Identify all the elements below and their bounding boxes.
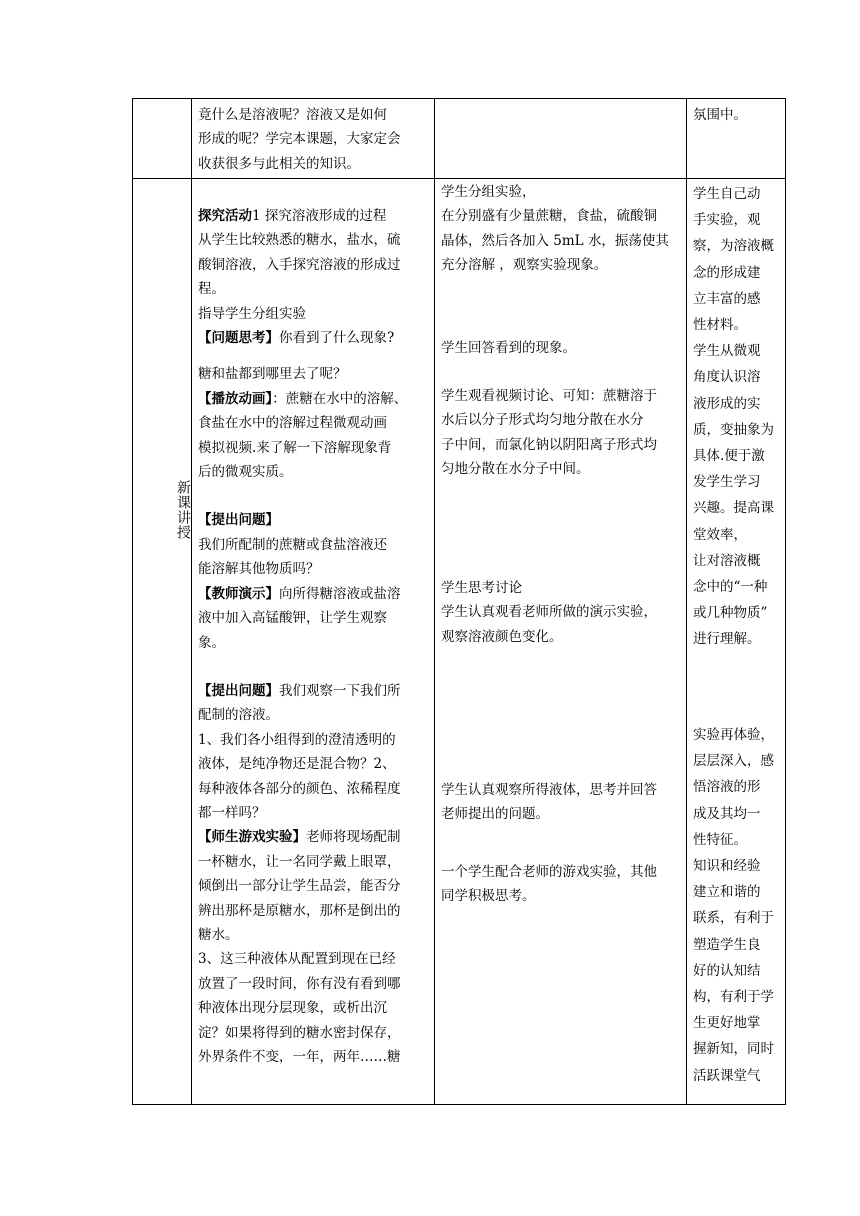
blank-line	[198, 484, 434, 508]
text-line: 念的形成建	[693, 264, 761, 281]
text-line: 实验再体验，	[693, 727, 774, 743]
text-line: 或几种物质”	[693, 605, 768, 622]
text-line	[198, 326, 434, 350]
text-line: 在分别盛有少量蔗糖，食盐，硫酸铜	[441, 208, 657, 225]
text-line: 察，为溶液概	[693, 238, 774, 255]
column-divider-2	[434, 98, 435, 1105]
student-activity-cell	[441, 180, 685, 278]
text-line: 倾倒出一部分让学生品尝，能否分	[198, 878, 401, 895]
text-line: 质，变抽象为	[693, 421, 774, 438]
design-intent-cell	[693, 181, 785, 653]
bold-heading: 【提出问题】	[198, 512, 279, 529]
text-line: 都一样吗？	[198, 804, 266, 821]
bold-heading: 探究活动	[198, 208, 252, 224]
text-line: 氛围中。	[693, 107, 747, 123]
text-line: 一个学生配合老师的游戏实验，其他	[441, 864, 657, 880]
text-line: 塑造学生良	[693, 936, 761, 953]
text-line: 学生从微观	[693, 343, 761, 360]
text-line: 程。	[198, 281, 225, 298]
text-line: 外界条件不变，一年，两年……糖	[198, 1049, 401, 1065]
text-line: 性材料。	[693, 317, 747, 334]
text-line: 充分溶解 ，观察实验现象。	[441, 257, 608, 274]
text-line: 食盐在水中的溶解过程微观动画	[198, 415, 387, 432]
text-line: 性特征。	[693, 831, 747, 848]
student-activity-cell	[441, 860, 685, 909]
text-line	[198, 204, 434, 228]
text-line: 好的认知结	[693, 962, 761, 979]
text-line: 成及其均一	[693, 805, 761, 822]
row-divider	[132, 178, 786, 179]
text-line: 联系，有利于	[693, 910, 774, 927]
text-line: 同学积极思考。	[441, 888, 536, 905]
blank-line	[198, 350, 434, 362]
table-border-bottom	[132, 1104, 786, 1105]
column-divider-1	[191, 98, 192, 1105]
text-line: 匀地分散在水分子中间。	[441, 461, 590, 478]
bold-heading: 【师生游戏实验】	[198, 829, 306, 846]
text-span: ：蔗糖在水中的溶解、	[272, 390, 408, 407]
text-line: 具体.便于激	[693, 448, 765, 465]
text-line: 3、这三种液体从配置到现在已经	[198, 951, 396, 968]
text-line: 水后以分子形式均匀地分散在水分	[441, 412, 644, 429]
text-line: 让对溶液概	[693, 552, 761, 569]
design-intent-cell	[693, 722, 785, 1089]
row1-teacher-cell	[198, 103, 432, 176]
student-activity-cell	[441, 576, 685, 649]
teacher-activity-cell	[198, 204, 434, 1069]
text-line: 老师提出的问题。	[441, 806, 549, 823]
text-line: 从学生比较熟悉的糖水，盐水，硫	[198, 232, 401, 249]
text-span: 我们观察一下我们所	[279, 682, 401, 699]
text-line: 1、我们各小组得到的澄清透明的	[198, 731, 396, 748]
text-line: 种液体出现分层现象，或析出沉	[198, 1000, 387, 1017]
text-span: 向所得糖溶液或盐溶	[279, 585, 401, 602]
text-line: 每种液体各部分的颜色、浓稀程度	[198, 780, 401, 797]
text-line: 配制的溶液。	[198, 707, 279, 724]
text-span: 1 探究溶液形成的过程	[252, 208, 387, 224]
text-line: 手实验，观	[693, 212, 761, 229]
text-line: 液形成的实	[693, 395, 761, 412]
table-border-top	[132, 98, 786, 99]
text-line: 象。	[198, 634, 225, 651]
text-line: 糖水。	[198, 926, 239, 943]
text-line: 形成的呢？学完本课题，大家定会	[198, 131, 401, 148]
text-line: 子中间，而氯化钠以阴阳离子形式均	[441, 436, 657, 453]
student-activity-cell	[441, 778, 685, 827]
text-span: 你看到了什么现象?	[279, 330, 395, 347]
text-line: 立丰富的感	[693, 290, 761, 307]
text-line: 堂效率，	[693, 526, 747, 543]
text-line: 知识和经验	[693, 858, 761, 875]
row1-design-cell	[693, 103, 783, 127]
text-line: 观察溶液颜色变化。	[441, 628, 563, 645]
text-line: 一杯糖水，让一名同学戴上眼罩，	[198, 853, 401, 870]
text-line: 角度认识溶	[693, 369, 761, 386]
text-line: 学生认真观看老师所做的演示实验，	[441, 604, 657, 621]
section-label: 新课讲授	[175, 480, 191, 540]
bold-heading: 【播放动画】	[198, 390, 273, 407]
text-line: 糖和盐都到哪里去了呢？	[198, 366, 347, 383]
text-line: 学生自己动	[693, 186, 761, 202]
text-line	[198, 825, 434, 849]
text-line: 层层深入，感	[693, 753, 774, 770]
blank-line	[198, 655, 434, 679]
text-span: 老师将现场配制	[306, 829, 401, 846]
text-line: 晶体，然后各加入 5mL 水，振荡使其	[441, 232, 669, 249]
text-line: 构，有利于学	[693, 989, 774, 1006]
text-line: 生更好地掌	[693, 1015, 761, 1032]
table-border-left	[132, 98, 133, 1105]
bold-heading: 【教师演示】	[198, 585, 279, 602]
text-line	[198, 387, 434, 411]
text-line: 能溶解其他物质吗？	[198, 561, 320, 578]
text-line: 学生分组实验，	[441, 184, 536, 200]
column-divider-3	[686, 98, 687, 1105]
text-line: 悟溶液的形	[693, 779, 761, 796]
bold-heading: 【提出问题】	[198, 682, 279, 699]
text-line: 后的微观实质。	[198, 464, 293, 481]
text-line: 竟什么是溶液呢？溶液又是如何	[198, 107, 387, 123]
student-activity-cell	[441, 384, 685, 482]
text-line: 握新知，同时	[693, 1041, 774, 1058]
text-line: 收获很多与此相关的知识。	[198, 155, 360, 172]
text-line: 模拟视频.来了解一下溶解现象背	[198, 439, 392, 456]
text-line	[198, 508, 434, 532]
text-line: 兴趣。提高课	[693, 500, 774, 517]
text-line: 辨出那杯是原糖水，那杯是倒出的	[198, 902, 401, 919]
text-line: 发学生学习	[693, 474, 761, 491]
text-line: 学生回答看到的现象。	[441, 340, 576, 356]
student-activity-cell	[441, 336, 685, 360]
text-line: 进行理解。	[693, 631, 761, 648]
text-line	[198, 582, 434, 606]
text-line: 液体，是纯净物还是混合物？2、	[198, 756, 396, 773]
text-line: 建立和谐的	[693, 884, 761, 901]
bold-heading: 【问题思考】	[198, 330, 279, 347]
text-line: 念中的“一种	[693, 579, 768, 596]
text-line: 学生观看视频讨论、可知：蔗糖溶于	[441, 388, 657, 404]
text-line	[198, 679, 434, 703]
text-line: 酸铜溶液，入手探究溶液的形成过	[198, 256, 401, 273]
text-line: 液中加入高锰酸钾，让学生观察	[198, 610, 387, 627]
text-line: 学生认真观察所得液体，思考并回答	[441, 782, 657, 798]
text-line: 放置了一段时间，你有没有看到哪	[198, 975, 401, 992]
text-line: 指导学生分组实验	[198, 305, 306, 322]
text-line: 活跃课堂气	[693, 1067, 761, 1084]
table-border-right	[785, 98, 786, 1105]
text-line: 淀？如果将得到的糖水密封保存，	[198, 1024, 401, 1041]
text-line: 学生思考讨论	[441, 580, 522, 596]
text-line: 我们所配制的蔗糖或食盐溶液还	[198, 536, 387, 553]
